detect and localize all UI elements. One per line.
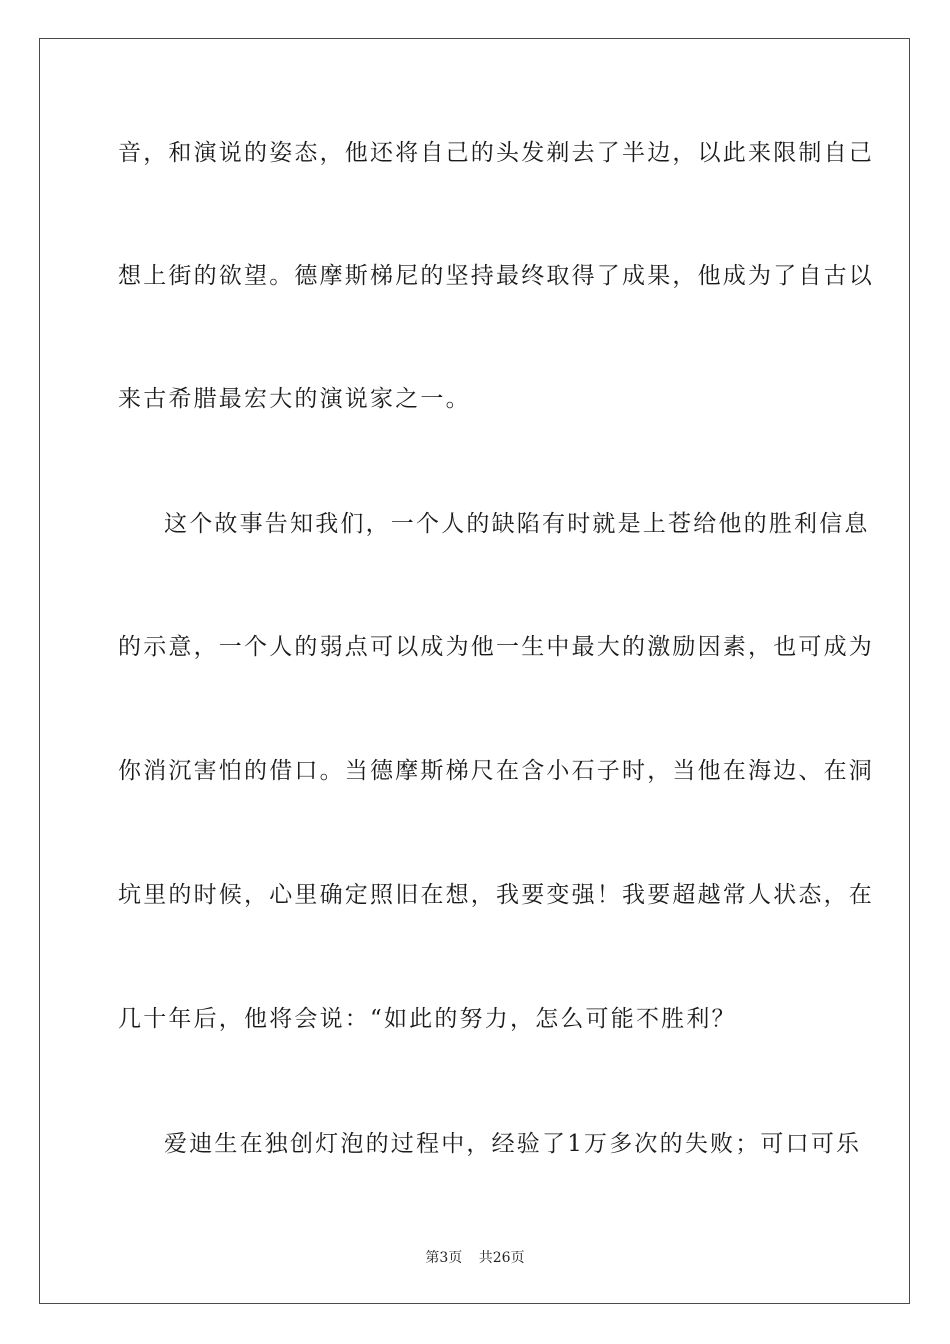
page-border	[39, 38, 910, 1304]
text-line: 想上街的欲望。德摩斯梯尼的坚持最终取得了成果，他成为了自古以	[118, 263, 874, 289]
text-line: 这个故事告知我们，一个人的缺陷有时就是上苍给他的胜利信息	[164, 511, 870, 537]
text-line: 你消沉害怕的借口。当德摩斯梯尺在含小石子时，当他在海边、在洞	[118, 758, 874, 784]
text-line: 来古希腊最宏大的演说家之一。	[118, 386, 471, 412]
text-line: 音，和演说的姿态，他还将自己的头发剃去了半边，以此来限制自己	[118, 140, 874, 166]
text-line: 几十年后，他将会说：“如此的努力，怎么可能不胜利？	[118, 1006, 737, 1032]
page-total: 共26页	[478, 1250, 525, 1266]
text-line: 坑里的时候，心里确定照旧在想，我要变强！我要超越常人状态，在	[118, 882, 874, 908]
page-footer	[0, 1247, 950, 1267]
text-line: 爱迪生在独创灯泡的过程中，经验了1万多次的失败；可口可乐	[164, 1131, 862, 1157]
text-line: 的示意，一个人的弱点可以成为他一生中最大的激励因素，也可成为	[118, 634, 874, 660]
page-number: 第3页	[425, 1250, 463, 1266]
